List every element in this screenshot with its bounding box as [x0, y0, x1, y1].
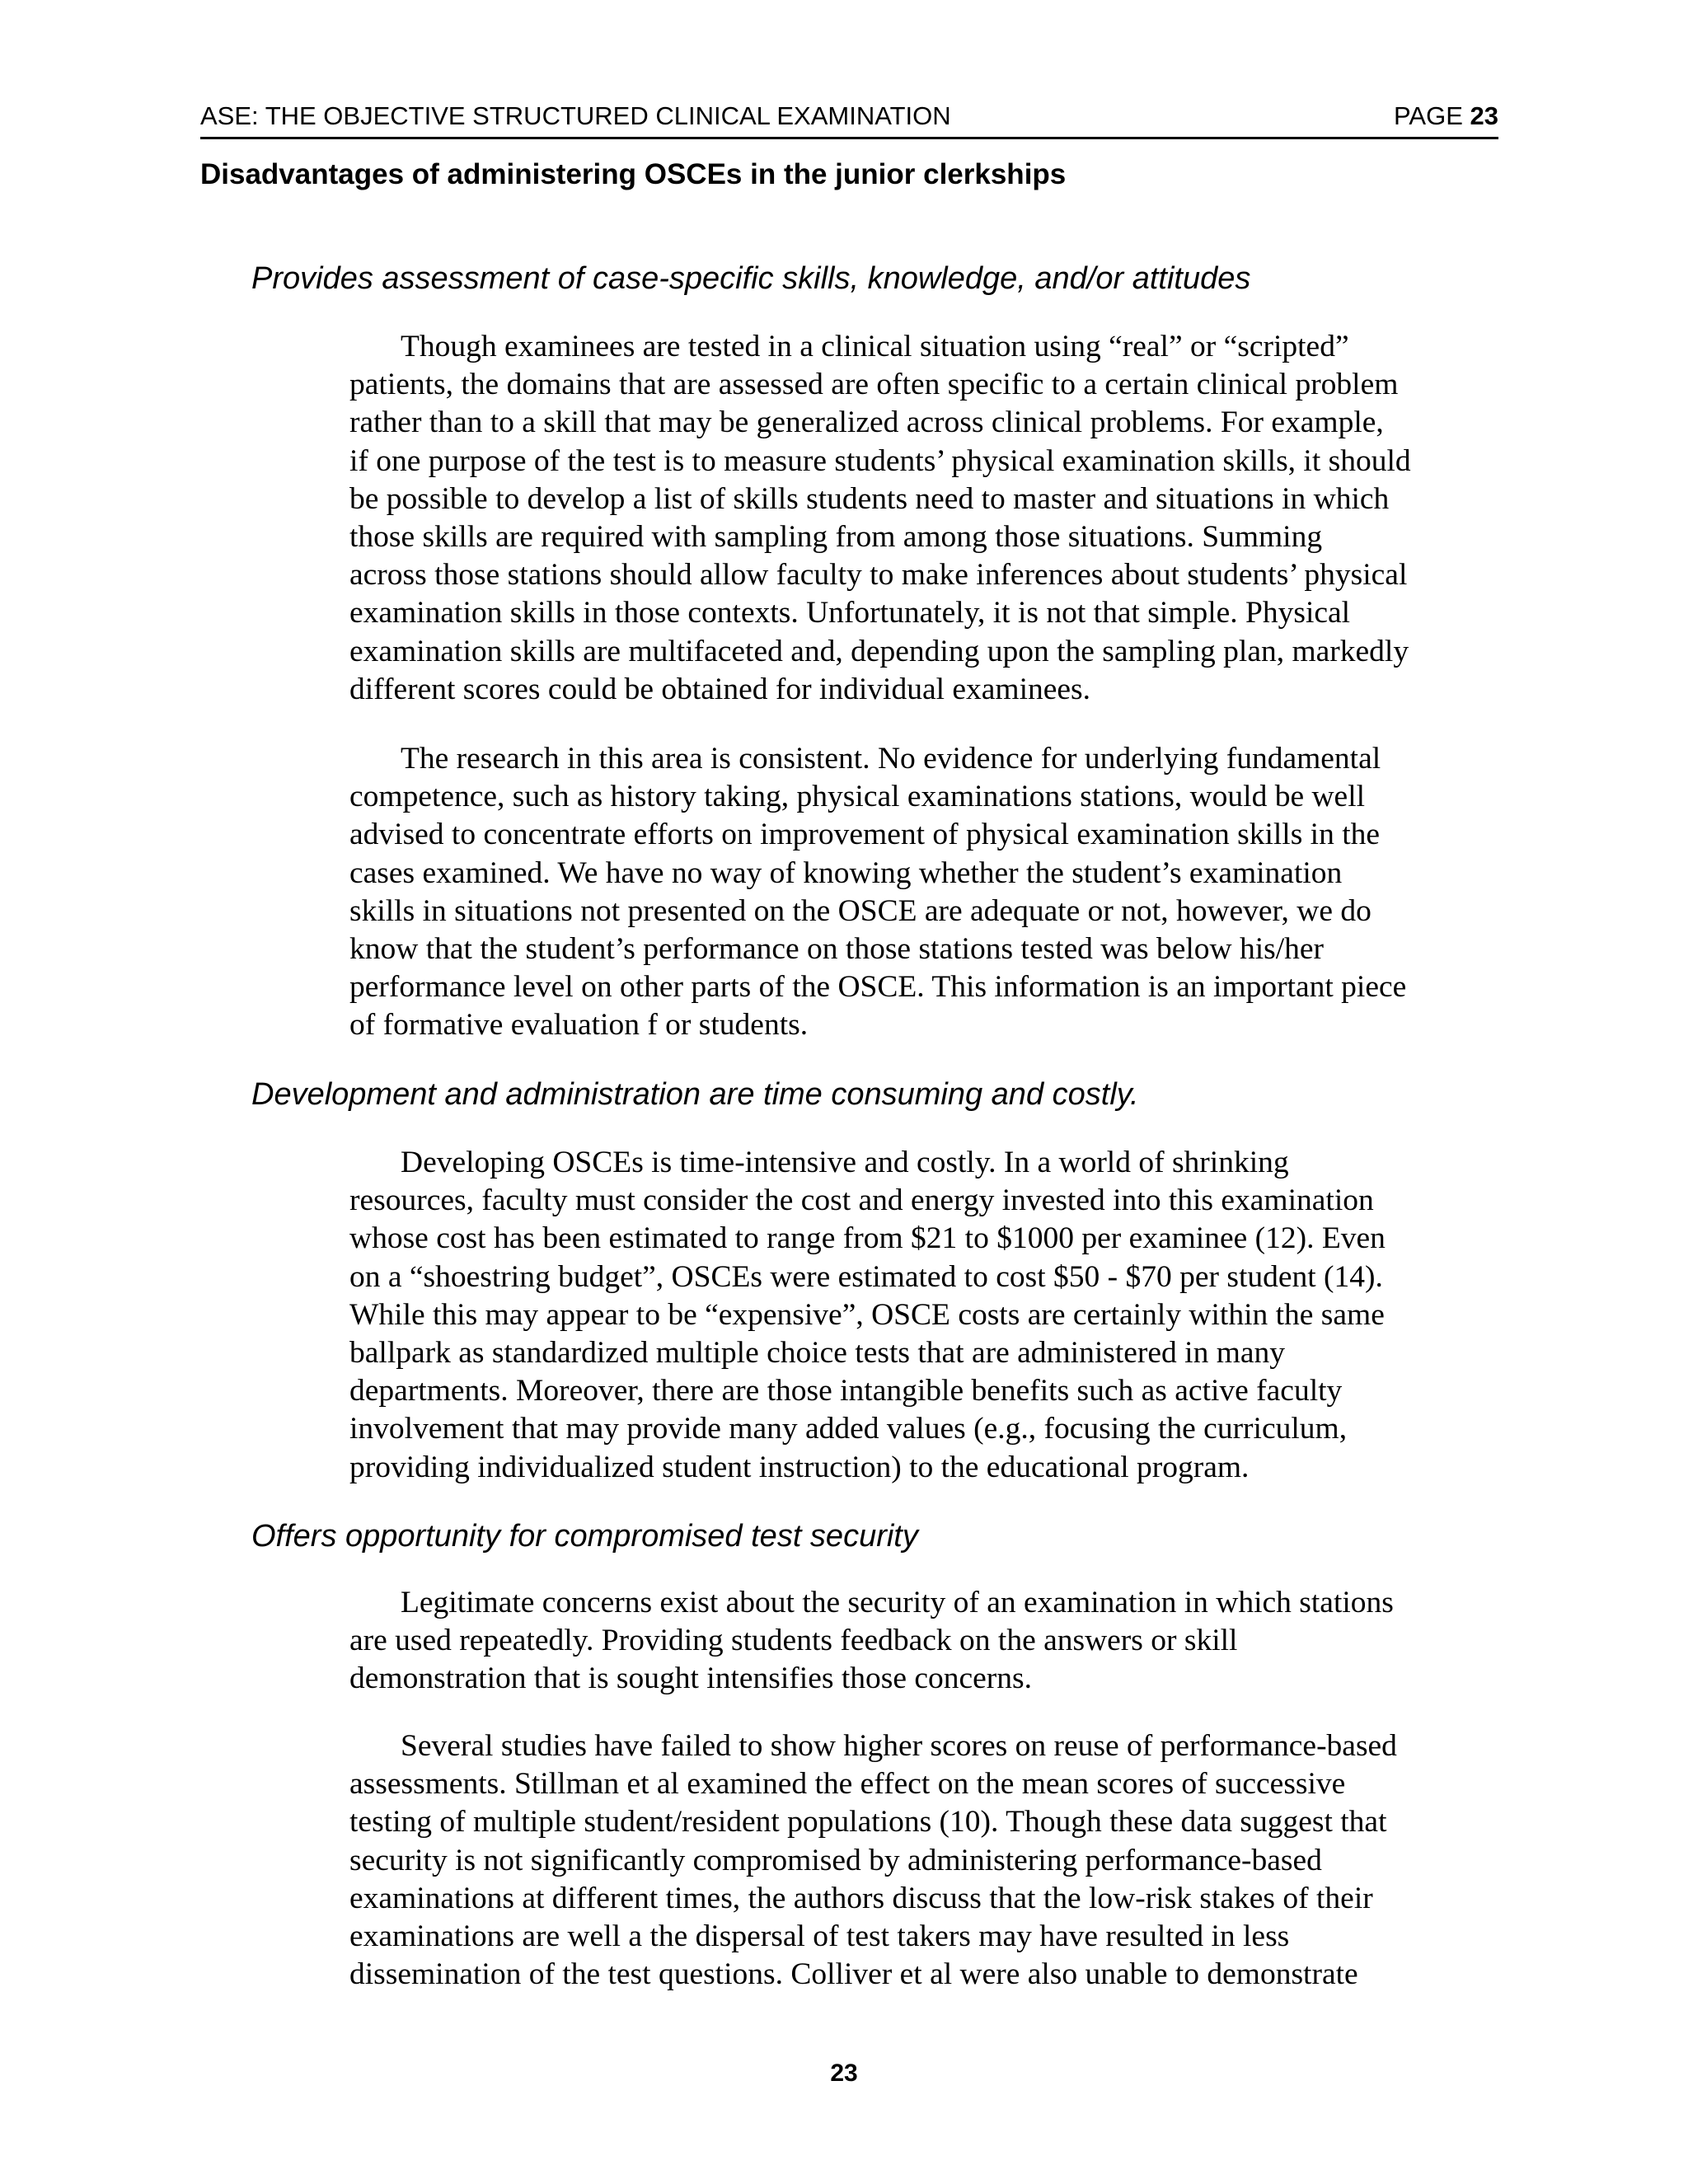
paragraph-line: different scores could be obtained for individual examinees.	[349, 672, 1091, 706]
paragraph-line: competence, such as history taking, physical examinations stations, would be well	[349, 780, 1366, 814]
header-page-number: 23	[1470, 101, 1498, 130]
paragraph-line: demonstration that is sought intensifies those concerns.	[349, 1661, 1032, 1696]
paragraph-line: Though examinees are tested in a clinical situation using “real” or “scripted”	[401, 330, 1349, 363]
paragraph	[349, 328, 1503, 709]
paragraph-line: if one purpose of the test is to measure students’ physical examination skills, it should	[349, 443, 1411, 478]
paragraph	[349, 1727, 1503, 1994]
paragraph-line: performance level on other parts of the OSCE. This information is an important piece	[349, 970, 1407, 1005]
paragraph-line: testing of multiple student/resident populations (10). Though these data suggest that	[349, 1805, 1387, 1840]
subsection-heading-case-specific: Provides assessment of case-specific skills, knowledge, and/or attitudes	[251, 261, 1251, 296]
paragraph-line: ballpark as standardized multiple choice tests that are administered in many	[349, 1336, 1286, 1371]
paragraph-line: examinations at different times, the authors discuss that the low-risk stakes of their	[349, 1881, 1373, 1915]
paragraph-line: Developing OSCEs is time-intensive and costly. In a world of shrinking	[401, 1146, 1289, 1179]
paragraph-line: examination skills in those contexts. Unfortunately, it is not that simple. Physical	[349, 596, 1351, 630]
paragraph-line: rather than to a skill that may be generalized across clinical problems. For example,	[349, 405, 1384, 440]
paragraph-line: The research in this area is consistent. No evidence for underlying fundamental	[401, 742, 1381, 776]
paragraph-line: examination skills are multifaceted and, depending upon the sampling plan, markedly	[349, 634, 1409, 668]
paragraph-line: skills in situations not presented on the OSCE are adequate or not, however, we do	[349, 893, 1372, 928]
paragraph-line: examinations are well a the dispersal of test takers may have resulted in less	[349, 1919, 1290, 1954]
paragraph	[349, 740, 1503, 1045]
paragraph-line: are used repeatedly. Providing students feedback on the answers or skill	[349, 1624, 1238, 1658]
subsection-heading-time-costly: Development and administration are time consuming and costly.	[251, 1077, 1139, 1112]
paragraph-line: security is not significantly compromised by administering performance-based	[349, 1843, 1322, 1877]
header-title: ASE: THE OBJECTIVE STRUCTURED CLINICAL EXAMINATION	[200, 101, 951, 130]
paragraph-line: involvement that may provide many added values (e.g., focusing the curriculum,	[349, 1412, 1348, 1446]
paragraph-line: While this may appear to be “expensive”, OSCE costs are certainly within the same	[349, 1297, 1385, 1332]
paragraph-line: across those stations should allow faculty to make inferences about students’ physical	[349, 558, 1408, 593]
footer-page-number: 23	[830, 2060, 858, 2087]
paragraph-line: be possible to develop a list of skills students need to master and situations in which	[349, 481, 1390, 516]
paragraph-line: departments. Moreover, there are those intangible benefits such as active faculty	[349, 1374, 1343, 1408]
header-page-indicator	[1394, 99, 1498, 134]
paragraph	[349, 1144, 1503, 1487]
paragraph-line: patients, the domains that are assessed are often specific to a certain clinical problem	[349, 368, 1399, 402]
paragraph-line: on a “shoestring budget”, OSCEs were estimated to cost $50 - $70 per student (14).	[349, 1259, 1383, 1294]
paragraph-line: resources, faculty must consider the cost and energy invested into this examination	[349, 1183, 1374, 1218]
paragraph-line: dissemination of the test questions. Colliver et al were also unable to demonstrate	[349, 1957, 1358, 1992]
paragraph-line: Several studies have failed to show higher scores on reuse of performance-based	[401, 1729, 1397, 1763]
section-title: Disadvantages of administering OSCEs in the junior clerkships	[200, 158, 1067, 190]
paragraph-line: whose cost has been estimated to range from $21 to $1000 per examinee (12). Even	[349, 1221, 1386, 1256]
paragraph-line: Legitimate concerns exist about the security of an examination in which stations	[401, 1586, 1394, 1619]
paragraph	[349, 1584, 1503, 1699]
paragraph-line: advised to concentrate efforts on improvement of physical examination skills in the	[349, 818, 1381, 852]
paragraph-line: assessments. Stillman et al examined the effect on the mean scores of successive	[349, 1767, 1346, 1802]
header-page-label: PAGE	[1394, 101, 1463, 130]
running-header	[200, 99, 1498, 139]
paragraph-line: of formative evaluation f or students.	[349, 1008, 809, 1043]
subsection-heading-test-security: Offers opportunity for compromised test security	[251, 1519, 918, 1554]
paragraph-line: cases examined. We have no way of knowing whether the student’s examination	[349, 855, 1343, 890]
paragraph-line: providing individualized student instruction) to the educational program.	[349, 1450, 1250, 1484]
paragraph-line: know that the student’s performance on those stations tested was below his/her	[349, 932, 1325, 967]
paragraph-line: those skills are required with sampling from among those situations. Summing	[349, 520, 1323, 555]
